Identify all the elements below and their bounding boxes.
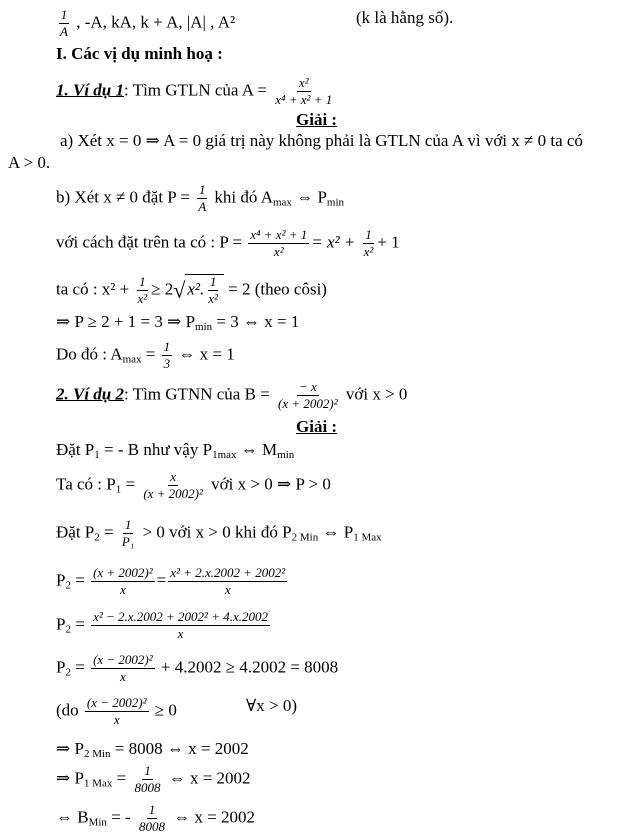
frac-den: x² [363,244,374,259]
fraction-one-over-a [58,8,70,39]
frac-num: 1 [139,274,146,289]
example-1-title [56,76,336,107]
radicand [185,274,224,306]
subscript: 1 Max [353,531,382,544]
frac-den: x [177,626,184,641]
text: x². [187,279,205,299]
amax-line [56,340,235,371]
frac-num: 1 [144,763,151,778]
subscript: min [195,321,213,333]
frac-num: (x − 2002)² [93,652,153,667]
frac-num: 1 [198,182,206,197]
text: = [104,522,114,542]
text: ⇔ M [240,440,278,459]
text: ⇔ P [322,522,354,542]
frac-num: (x + 2002)² [93,565,153,580]
case-a-line: a) Xét x = 0 ⇒ A = 0 giá trị này không phải là GTLN của A vì với x ≠ 0 ta có [60,131,583,150]
subscript: 2 [94,531,100,544]
line-options [56,8,235,39]
text: = x² + [311,232,356,252]
case-b-line [56,183,344,214]
text: = [116,768,127,788]
frac-den: x [113,712,120,727]
text: + 4.2002 ≥ 4.2002 = 8008 [160,657,339,677]
text: ⇔ x = 1 [178,344,235,364]
fraction [196,183,208,214]
subscript: 2 [65,666,71,679]
subscript: 2 [65,579,71,592]
subscript: 1 [94,449,100,461]
fraction [168,566,287,597]
options-text: , -A, kA, k + A, |A| , A² [76,12,236,32]
fraction [362,228,376,259]
p2-bound-line [56,653,338,684]
text: với cách đặt trên ta có : P = [56,232,242,252]
bmin-line [56,803,255,834]
text: = - [111,807,131,827]
text: Do đó : A [56,344,123,364]
text: khi đó A [214,187,273,207]
fraction [91,610,270,641]
frac-den: (x + 2002)² [143,486,203,501]
frac-num: 1 [209,274,217,289]
text: ⇒ P [56,739,84,758]
text: ≥ 0 [154,700,177,720]
text: = 2 (theo côsi) [228,279,327,299]
frac-den: x² [208,291,218,306]
text: = [75,657,85,677]
example-1-label: 1. Ví dụ 1 [56,80,125,100]
text: = [75,570,85,590]
case-a-continuation: A > 0. [8,153,51,172]
p2-expand-line-1 [56,566,289,597]
fraction [248,228,309,259]
constant-note: (k là hằng số). [356,8,454,27]
reason-forall: ∀x > 0) [246,696,298,715]
fraction [135,275,149,306]
subscript: max [122,353,142,366]
example-2-fraction [276,380,340,411]
frac-den: 3 [163,356,171,371]
fraction [137,803,167,834]
text: > 0 với x > 0 khi đó P [142,522,292,542]
p2-expand-line-2 [56,610,272,641]
text: Đặt P [56,440,95,459]
text: = 8008 ⇔ x = 2002 [114,739,249,758]
text: = [156,570,167,590]
text: = [125,474,136,494]
frac-den: A [198,199,207,214]
subscript: 1 [115,483,122,496]
text: ⇔ P [296,187,327,207]
example-1-fraction [273,76,334,107]
solution-heading-2: Giải : [296,417,338,436]
substitution-line [56,228,400,259]
subscript: 1max [212,449,237,461]
text: ta có : x² + [56,279,130,299]
subscript: min [326,196,345,209]
frac-num: 1 [148,802,156,817]
text: = [145,344,156,364]
p1max-line [56,764,251,795]
frac-den: x² [273,244,284,259]
text: ⇔ x = 2002 [173,807,256,827]
frac-num: − x [298,379,317,394]
cosi-line [56,274,327,306]
frac-num: x² [298,75,309,90]
text: = [75,614,85,634]
p1-def-line [56,440,294,465]
p2min-line [56,739,249,764]
text: ⇒ P ≥ 2 + 1 = 3 ⇒ P [56,312,196,331]
frac-num: 1 [365,227,372,242]
fraction [162,340,173,371]
text: ⇒ P [56,768,84,788]
subscript: max [272,196,292,209]
text: với x > 0 ⇒ P > 0 [211,474,331,494]
fraction [206,275,220,306]
subscript: Min [88,816,107,829]
frac-den: x [224,582,231,597]
subscript: 2 Min [291,531,319,544]
fraction [132,764,162,795]
frac-den: 8008 [138,819,165,834]
frac-den: x⁴ + x² + 1 [275,92,333,107]
text: Ta có : P [56,474,116,494]
frac-den: x [119,669,126,684]
text: (do [56,700,79,720]
frac-num: 1 [60,7,68,22]
frac-num: (x − 2002)² [86,695,147,710]
text: Đặt P [56,522,95,542]
sqrt-icon: √ [173,277,186,303]
subscript: 2 [65,623,71,636]
frac-den: P₁ [121,534,135,549]
frac-den: x [119,582,126,597]
text: = 3 ⇔ x = 1 [216,312,300,331]
fraction [91,566,155,597]
p2-def-line [56,518,382,549]
section-heading: I. Các vị dụ minh hoạ : [56,44,223,63]
reason-line [56,696,177,727]
fraction [120,518,136,549]
fraction [85,696,149,727]
text: ⇔ x = 2002 [168,768,251,788]
text: b) Xét x ≠ 0 đặt P = [56,187,190,207]
frac-num: x² − 2.x.2002 + 2002² + 4.x.2002 [93,609,268,624]
frac-num: 1 [124,517,132,532]
text: = - B như vậy P [104,440,213,459]
frac-num: 1 [163,339,171,354]
text: ⇔ B [56,807,89,827]
frac-den: (x + 2002)² [278,396,338,411]
example-2-text: : Tìm GTNN của B = [124,384,270,404]
frac-num: x⁴ + x² + 1 [250,227,308,242]
solution-heading-1: Giải : [296,110,338,129]
example-2-title [56,380,407,411]
text: P [56,614,66,634]
subscript: 1 Max [83,777,113,790]
subscript: 2 Min [83,748,111,760]
text: + 1 [377,232,400,252]
frac-den: x² [137,291,148,306]
example-1-text: : Tìm GTLN của A = [124,80,267,100]
frac-den: 8008 [134,780,161,795]
fraction [141,470,205,501]
frac-num: x² + 2.x.2002 + 2002² [170,565,286,580]
p1-expr-line [56,470,331,501]
text: với x > 0 [345,384,408,404]
text: ≥ 2 [151,279,174,299]
fraction [91,653,155,684]
frac-num: x [170,469,176,484]
subscript: min [277,449,295,461]
text: P [56,570,66,590]
pmin-line [56,312,299,337]
example-2-label: 2. Ví dụ 2 [56,384,125,404]
frac-den: A [60,24,68,39]
text: P [56,657,66,677]
